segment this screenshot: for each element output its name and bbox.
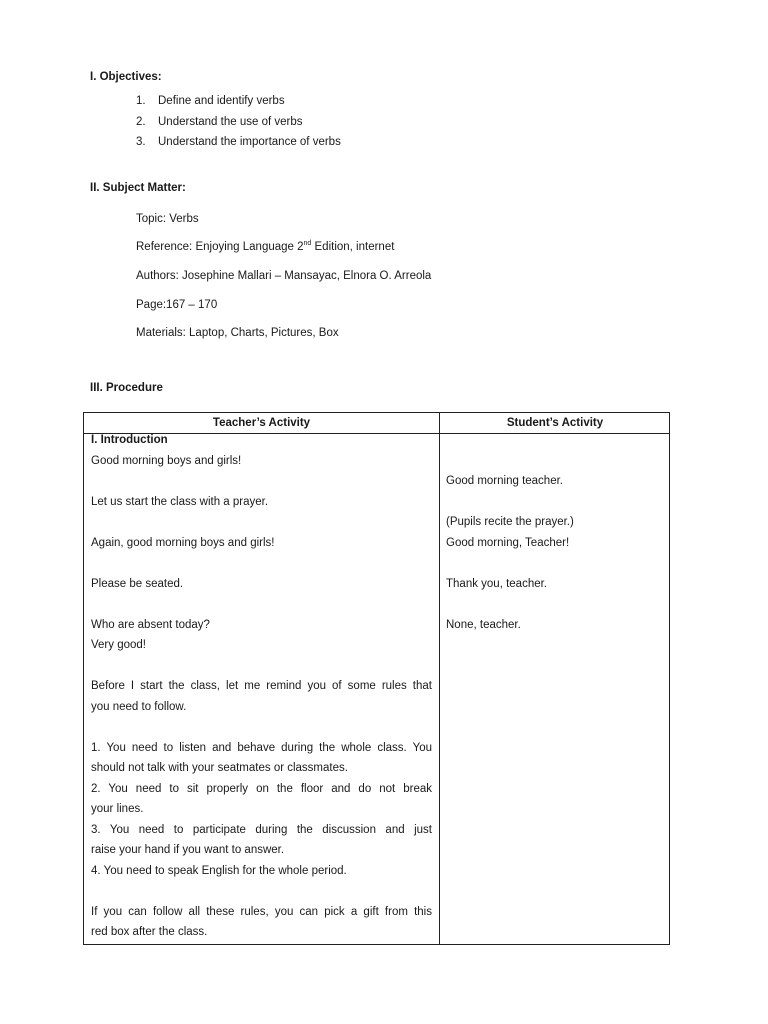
objectives-heading: I. Objectives:: [90, 71, 162, 83]
objective-item: [136, 91, 341, 112]
teacher-line: you need to follow.: [91, 700, 187, 713]
teacher-line: Who are absent today?: [91, 618, 210, 631]
student-line: (Pupils recite the prayer.): [446, 516, 574, 528]
column-divider: [439, 413, 440, 944]
introduction-label: I. Introduction: [91, 434, 168, 446]
student-line: Thank you, teacher.: [446, 577, 548, 590]
reference-text-rest: Edition, internet: [311, 241, 395, 253]
objective-text: Understand the importance of verbs: [158, 136, 341, 148]
reference-text: Reference: Enjoying Language 2: [136, 241, 304, 253]
rule-line: should not talk with your seatmates or classmates.: [91, 762, 348, 774]
objective-item: [136, 132, 341, 153]
procedure-heading: III. Procedure: [90, 382, 163, 394]
page-line: Page:167 – 170: [136, 299, 218, 311]
authors-line: Authors: Josephine Mallari – Mansayac, Elnora O. Arreola: [136, 270, 432, 282]
teacher-line: Very good!: [91, 639, 146, 651]
rule-line: 1. You need to listen and behave during the whole class. You: [91, 741, 432, 754]
teacher-line: Again, good morning boys and girls!: [91, 536, 275, 549]
teacher-activity-header: Teacher’s Activity: [212, 417, 311, 429]
objective-text: Define and identify verbs: [158, 95, 285, 107]
teacher-line: If you can follow all these rules, you can pick a gift from this: [91, 905, 432, 918]
rule-line: 3. You need to participate during the discussion and just: [91, 823, 432, 836]
topic-line: Topic: Verbs: [136, 213, 199, 225]
rule-line: 4. You need to speak English for the whole period.: [91, 864, 347, 877]
rule-line: your lines.: [91, 803, 144, 815]
student-activity-header: Student’s Activity: [506, 417, 604, 429]
rule-line: 2. You need to sit properly on the floor and do not break: [91, 782, 432, 795]
teacher-line: Let us start the class with a prayer.: [91, 495, 269, 508]
procedure-table: [83, 412, 670, 945]
teacher-line: Good morning boys and girls!: [91, 454, 242, 467]
student-line: Good morning teacher.: [446, 475, 563, 487]
reference-line: [136, 239, 394, 255]
student-line: None, teacher.: [446, 618, 521, 631]
rule-line: raise your hand if you want to answer.: [91, 844, 285, 856]
objective-text: Understand the use of verbs: [158, 115, 303, 128]
header-divider: [84, 433, 669, 434]
teacher-line: Before I start the class, let me remind you of some rules that: [91, 680, 432, 692]
objective-number: 2.: [136, 115, 146, 128]
teacher-line: red box after the class.: [91, 926, 208, 938]
reference-superscript: nd: [303, 240, 312, 248]
objectives-list: [136, 91, 341, 153]
objective-number: 1.: [136, 95, 146, 107]
materials-line: Materials: Laptop, Charts, Pictures, Box: [136, 327, 339, 339]
objective-item: [136, 112, 341, 133]
objective-number: 3.: [136, 136, 146, 148]
subject-matter-heading: II. Subject Matter:: [90, 182, 186, 194]
teacher-line: Please be seated.: [91, 577, 184, 590]
student-line: Good morning, Teacher!: [446, 536, 570, 549]
